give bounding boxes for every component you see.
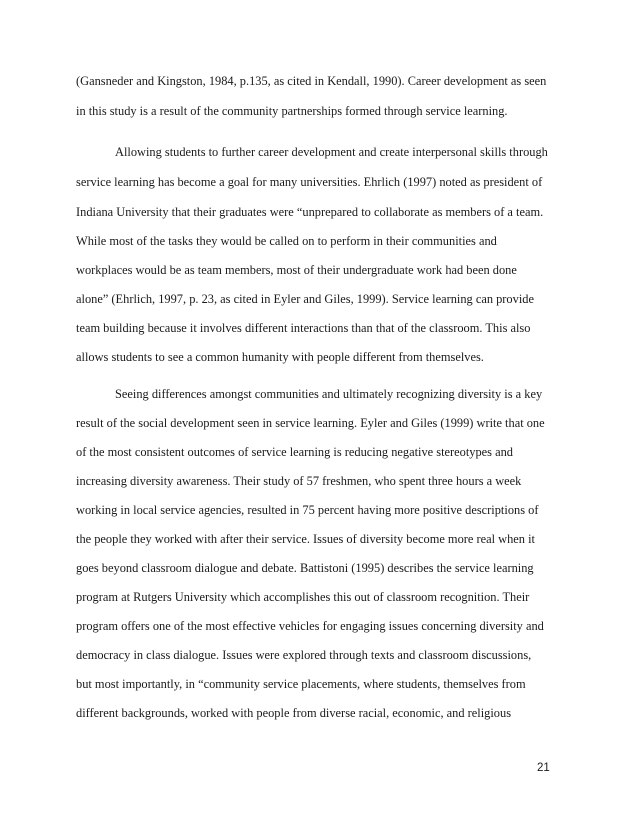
text-line: Seeing differences amongst communities and ultimately recognizing diversity is a key — [115, 387, 543, 401]
text-line: the people they worked with after their service. Issues of diversity become more real when it — [76, 532, 535, 546]
text-line: alone” (Ehrlich, 1997, p. 23, as cited in Eyler and Giles, 1999). Service learning can provide — [76, 292, 534, 306]
text-line: Indiana University that their graduates were “unprepared to collaborate as members of a team. — [76, 205, 544, 219]
text-line: working in local service agencies, resulted in 75 percent having more positive descriptions of — [76, 503, 539, 517]
text-line: allows students to see a common humanity with people different from themselves. — [76, 350, 484, 364]
text-line: goes beyond classroom dialogue and debate. Battistoni (1995) describes the service learning — [76, 561, 534, 575]
text-line: workplaces would be as team members, most of their undergraduate work had been done — [76, 263, 517, 277]
text-line: but most importantly, in “community service placements, where students, themselves from — [76, 677, 526, 691]
text-line: in this study is a result of the community partnerships formed through service learning. — [76, 104, 508, 118]
text-line: result of the social development seen in service learning. Eyler and Giles (1999) write that one — [76, 416, 545, 430]
text-line: program offers one of the most effective vehicles for engaging issues concerning diversity and — [76, 619, 544, 633]
text-line: different backgrounds, worked with people from diverse racial, economic, and religious — [76, 706, 512, 720]
text-line: (Gansneder and Kingston, 1984, p.135, as cited in Kendall, 1990). Career development as seen — [76, 74, 547, 88]
text-line: increasing diversity awareness. Their study of 57 freshmen, who spent three hours a week — [76, 474, 522, 488]
text-line: team building because it involves different interactions than that of the classroom. This also — [76, 321, 531, 335]
text-line: democracy in class dialogue. Issues were explored through texts and classroom discussions, — [76, 648, 532, 662]
text-line: program at Rutgers University which accomplishes this out of classroom recognition. Their — [76, 590, 530, 604]
text-line: Allowing students to further career development and create interpersonal skills through — [115, 145, 548, 159]
text-line: service learning has become a goal for many universities. Ehrlich (1997) noted as president of — [76, 175, 543, 189]
page-number: 21 — [537, 762, 550, 774]
text-line: of the most consistent outcomes of service learning is reducing negative stereotypes and — [76, 445, 513, 459]
text-line: While most of the tasks they would be called on to perform in their communities and — [76, 234, 497, 248]
